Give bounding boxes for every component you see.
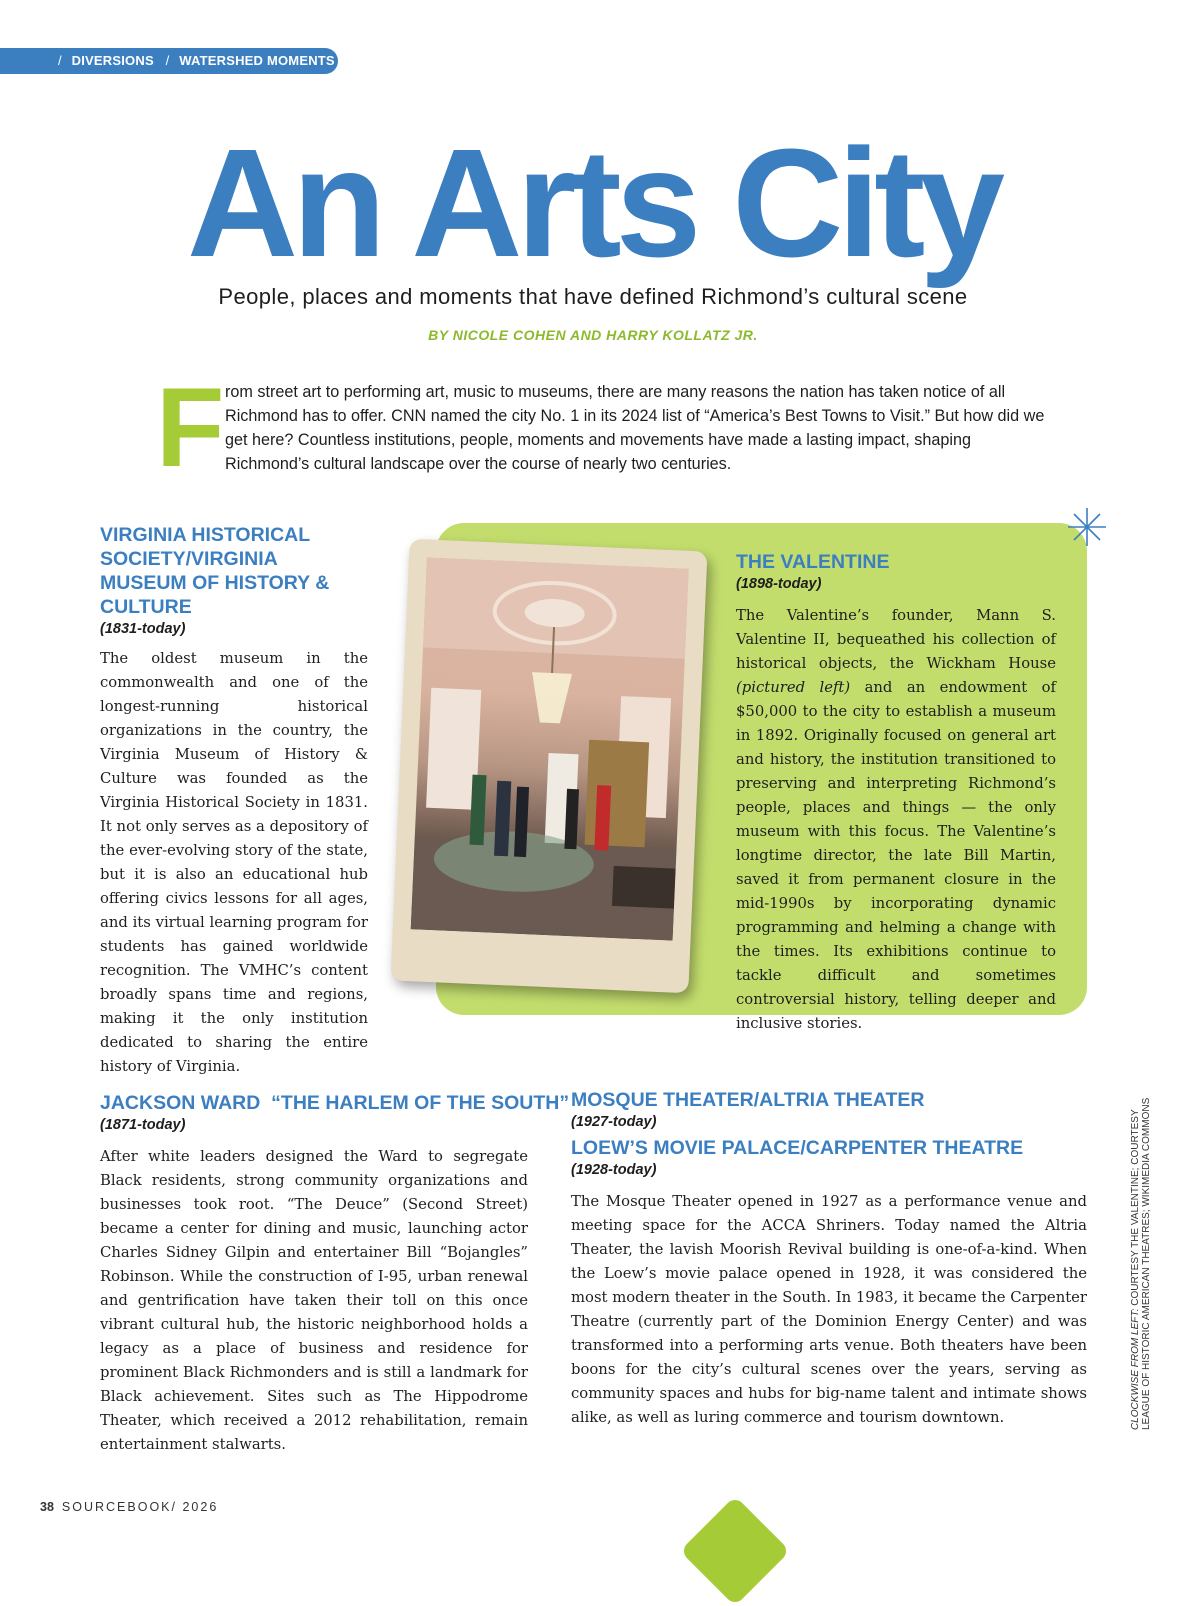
mosque-heading: MOSQUE THEATER/ALTRIA THEATER [571, 1089, 925, 1111]
tag-section-watershed: WATERSHED MOMENTS [179, 53, 335, 68]
intro-paragraph: rom street art to performing art, music to museums, there are many reasons the nation has taken notice of all Richmond has to offer. CNN named the city No. 1 in its 2024 list of “America’s Best Towns to Visit.” But how did we get here? Countless institutions, people, moments and movements have made a lasting impact, shaping Richmond’s cultural landscape over the course of nearly two centuries. [225, 383, 1045, 473]
tag-slash-2: / [165, 53, 170, 68]
jackson-body: After white leaders designed the Ward to segregate Black residents, strong community organizations and businesses took root. “The Deuce” (Second Street) became a center for dining and music, launching actor Charles Sidney Gilpin and entertainer Bill “Bojangles” Robinson. While the construction of I-95, urban renewal and gentrification have taken their toll on this once vibrant cultural hub, the historic neighborhood holds a legacy as a place of business and residence for prominent Black Richmonders and is still a landmark for Black achievement. Sites such as The Hippodrome Theater, which received a 2012 rehabilitation, remain entertainment stalwarts. [100, 1148, 528, 1453]
valentine-heading: THE VALENTINE [736, 551, 890, 573]
page-title: An Arts City [186, 117, 1000, 289]
valentine-body-b: and an endowment of $50,000 to the city to establish a museum in 1892. Originally focused on general art and history, the institution transitioned to preserving and interpreting Richmond’s people, places and things — the only museum with this focus. The Valentine’s longtime director, the late Bill Martin, saved it from permanent closure in the mid-1990s by incorporating dynamic programming and helming a change with the times. Its exhibitions continue to tackle difficult and sometimes controversial history, telling deeper and inclusive stories. [736, 679, 1056, 1032]
decorative-diamond [680, 1496, 790, 1606]
jackson-ward-article [100, 1091, 570, 1457]
sparkle-icon [1068, 508, 1106, 546]
jackson-dates: (1871-today) [100, 1117, 186, 1133]
parlor-illustration [411, 557, 689, 940]
mosque-dates: (1927-today) [571, 1114, 657, 1130]
publication-name: SOURCEBOOK [61, 1500, 172, 1514]
tag-section-diversions: DIVERSIONS [71, 53, 154, 68]
valentine-article [736, 550, 1056, 1036]
vmhc-heading: VIRGINIA HISTORICAL SOCIETY/VIRGINIA MUSEUM OF HISTORY & CULTURE [100, 524, 330, 618]
vmhc-article [100, 523, 368, 1079]
valentine-dates: (1898-today) [736, 576, 822, 592]
vmhc-dates: (1831-today) [100, 621, 186, 637]
wickham-house-photo [391, 539, 708, 994]
valentine-body [736, 604, 1056, 1036]
byline: BY NICOLE COHEN AND HARRY KOLLATZ JR. [428, 327, 758, 343]
jackson-heading: JACKSON WARD “THE HARLEM OF THE SOUTH” [100, 1092, 570, 1114]
photo-image [411, 557, 689, 940]
publication-year: / 2026 [171, 1500, 219, 1514]
loews-heading: LOEW’S MOVIE PALACE/CARPENTER THEATRE [571, 1137, 1024, 1159]
theaters-body: The Mosque Theater opened in 1927 as a performance venue and meeting space for the ACCA Shriners. Today named the Altria Theater, the lavish Moorish Revival building is one-of-a-kind. When the Loew’s movie palace opened in 1928, it was considered the most modern theater in the South. In 1983, it became the Carpenter Theatre (currently part of the Dominion Energy Center) and was transformed into a performing arts venue. Both theaters have been boons for the city’s cultural scenes over the years, serving as community spaces and hubs for big-name talent and intimate shows alike, as well as luring commerce and tourism downtown. [571, 1193, 1087, 1426]
credit-lead: CLOCKWISE FROM LEFT: [1130, 1308, 1141, 1430]
page-folio [40, 1500, 218, 1514]
valentine-body-em: (pictured left) [736, 679, 851, 696]
section-tag [0, 48, 338, 74]
page-subtitle: People, places and moments that have defined Richmond’s cultural scene [218, 284, 968, 309]
tag-slash: / [58, 53, 62, 68]
credit-line2: LEAGUE OF HISTORIC AMERICAN THEATRES; WIKIMEDIA COMMONS [1141, 1097, 1152, 1430]
credit-line1: COURTESY THE VALENTINE; COURTESY [1130, 1109, 1141, 1309]
loews-dates: (1928-today) [571, 1162, 657, 1178]
theaters-article [571, 1088, 1087, 1430]
valentine-body-a: The Valentine’s founder, Mann S. Valentine II, bequeathed his collection of historical objects, the Wickham House [736, 607, 1056, 672]
vmhc-body: The oldest museum in the commonwealth and one of the longest-running historical organizations in the country, the Virginia Museum of History & Culture was founded as the Virginia Historical Society in 1831. It not only serves as a depository of the ever-evolving story of the state, but it is also an educational hub offering civics lessons for all ages, and its virtual learning program for students has gained worldwide recognition. The VMHC’s content broadly spans time and regions, making it the only institution dedicated to sharing the entire history of Virginia. [100, 650, 368, 1075]
page-number: 38 [40, 1500, 54, 1514]
photo-credit [1130, 1070, 1152, 1430]
drop-cap: F [156, 365, 225, 490]
